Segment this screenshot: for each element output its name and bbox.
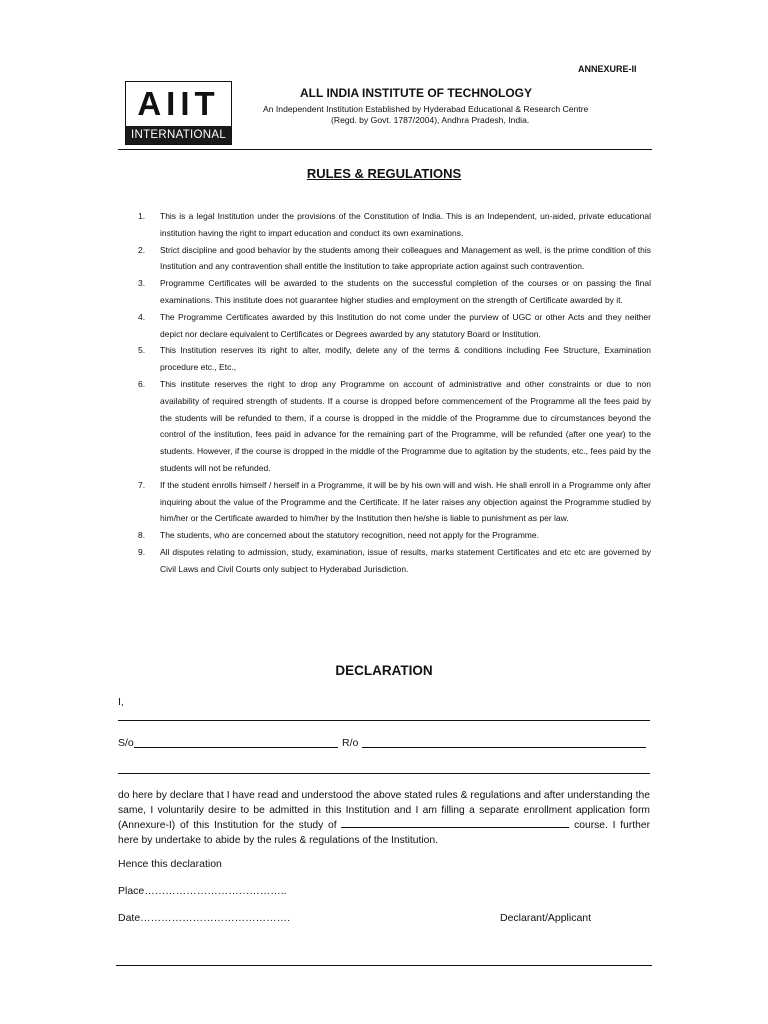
rule-item	[135, 376, 651, 477]
rule-text: Strict discipline and good behavior by the students among their colleagues and Management as well, is the prime condition of this Institution and any contravention shall entitle the Institution to take appropriate action against such contravention.	[160, 244, 651, 272]
rule-number: 8.	[138, 530, 146, 541]
institute-registration: (Regd. by Govt. 1787/2004), Andhra Pradesh, India.	[331, 115, 530, 125]
rule-number: 3.	[138, 278, 146, 289]
rule-text: The Programme Certificates awarded by this Institution do not come under the purview of UGC or other Acts and they neither depict nor declare equivalent to Certificates or Degrees awarded by any statutory Board or Institution.	[160, 311, 651, 339]
rule-number: 5.	[138, 345, 146, 356]
date-field[interactable]: Date…………………………………….	[118, 912, 291, 924]
rule-item	[135, 242, 651, 276]
header-divider	[118, 149, 652, 150]
logo-subtext: INTERNATIONAL	[126, 126, 231, 144]
rule-number: 1.	[138, 211, 146, 221]
rule-number: 2.	[138, 244, 146, 255]
rule-item	[135, 477, 651, 527]
rule-number: 7.	[138, 479, 146, 490]
rule-text: This institute reserves the right to drop any Programme on account of administrative and other constraints or due to non availability of required strength of students. If a course is dropped before commencement of the Programme all the fees paid by the students will be refunded to them, if a course is dropped in the middle of the Programme due to circumstances beyond the control of the institution, fees paid in advance for the remaining part of the Programme, will be refunded (after one year) to the students. However, if the course is dropped in the middle of the Programme due to agitation by the students, etc., fees paid by the students will not be refunded.	[160, 378, 651, 473]
son-of-blank[interactable]	[134, 747, 338, 748]
rules-list	[135, 208, 651, 578]
rule-text: Programme Certificates will be awarded to the students on the successful completion of the courses or on passing the final examinations. This institute does not guarantee higher studies and employment on the strength of Certificate awarded by it.	[160, 278, 651, 305]
rule-item	[135, 275, 651, 309]
rule-item	[135, 544, 651, 578]
resident-of-label: R/o	[342, 737, 359, 749]
rules-title: RULES & REGULATIONS	[306, 166, 462, 181]
rule-item	[135, 208, 651, 242]
rule-text: All disputes relating to admission, study, examination, issue of results, marks statement Certificates and etc etc are governed by Civil Laws and Civil Courts only subject to Hyderabad Jurisdiction.	[160, 546, 651, 574]
address-blank[interactable]	[118, 773, 650, 774]
institute-description: An Independent Institution Established by Hyderabad Educational & Research Centre	[263, 104, 589, 114]
rule-number: 4.	[138, 311, 146, 322]
rule-text: This is a legal Institution under the provisions of the Constitution of India. This is an Independent, un-aided, private educational institution having the right to impart education and conduct its own examinations.	[160, 211, 651, 238]
rule-number: 9.	[138, 546, 146, 557]
declaration-text-part1: do here by declare that I have read and understood the above stated rules & regulations and after understanding the same, I voluntarily desire to be admitted in this Institution and I am filling a separate enrollment application form (Annexure-I) of this Institution for the study of	[118, 790, 650, 831]
name-blank[interactable]	[118, 720, 650, 721]
rule-number: 6.	[138, 378, 146, 389]
hence-declaration: Hence this declaration	[118, 858, 222, 870]
son-of-label: S/o	[118, 737, 134, 749]
declarant-signature-label: Declarant/Applicant	[500, 912, 592, 924]
place-field[interactable]: Place…………………………………..	[118, 885, 287, 897]
annexure-label: ANNEXURE-II	[578, 64, 637, 74]
declaration-text-part2: course. I further here by undertake to abide by the rules & regulations of the Institution.	[118, 820, 650, 846]
aiit-logo	[125, 81, 232, 145]
logo-text: AIIT	[137, 85, 220, 122]
declaration-paragraph	[118, 788, 650, 848]
declaration-title: DECLARATION	[335, 663, 433, 678]
footer-divider	[116, 965, 652, 966]
rule-item	[135, 342, 651, 376]
rule-text: If the student enrolls himself / herself in a Programme, it will be by his own will and wish. He shall enroll in a Programme only after inquiring about the value of the Programme and the Certificate. If he later raises any objection against the Programme studied by him/her or the Certificate awarded to him/her by the Institution then he/she is liable to punishment as per law.	[160, 479, 651, 524]
course-blank[interactable]	[341, 818, 569, 828]
institute-name: ALL INDIA INSTITUTE OF TECHNOLOGY	[300, 86, 532, 100]
resident-of-blank[interactable]	[362, 747, 646, 748]
rule-text: This Institution reserves its right to alter, modify, delete any of the terms & conditions including Fee Structure, Examination procedure etc., Etc.,	[160, 345, 651, 373]
rule-item	[135, 527, 651, 544]
name-label: I,	[118, 696, 124, 708]
rule-text: The students, who are concerned about the statutory recognition, need not apply for the Programme.	[160, 530, 539, 541]
rule-item	[135, 309, 651, 343]
